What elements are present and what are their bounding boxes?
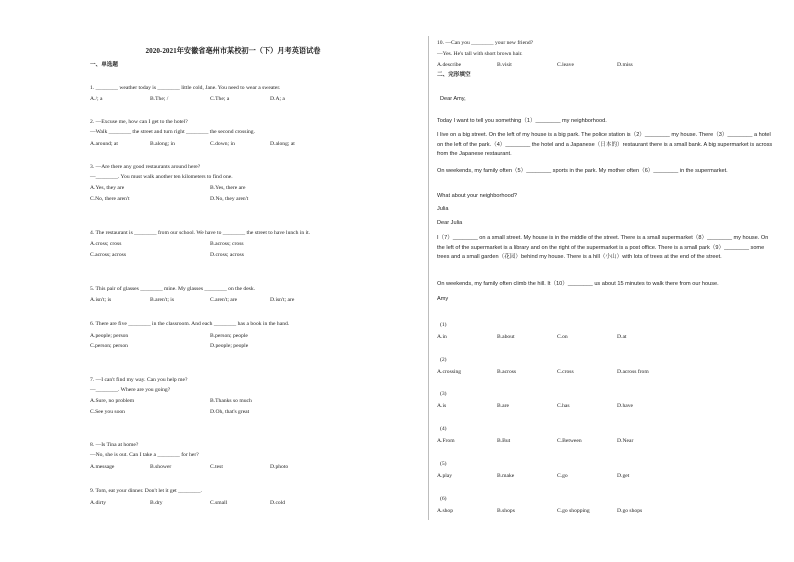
option-b[interactable]: B.But <box>497 438 511 444</box>
option-c[interactable]: C.No, there aren't <box>90 196 130 202</box>
cloze-number: (6) <box>440 496 447 502</box>
option-a[interactable]: A.dirty <box>90 500 107 506</box>
option-d[interactable]: D.miss <box>617 62 633 68</box>
option-b[interactable]: B.Thanks so much <box>210 398 252 404</box>
option-a[interactable]: A.crossing <box>437 369 462 375</box>
question-7-stem: 7. —I can't find my way. Can you help me? <box>90 377 188 383</box>
option-a[interactable]: A./; a <box>90 96 103 102</box>
option-a[interactable]: A.play <box>437 473 453 479</box>
question-7-stem-line2: —________. Where are you going? <box>90 387 171 393</box>
option-b[interactable]: B.about <box>497 334 515 340</box>
section-heading-cloze: 二、完形填空 <box>437 72 471 78</box>
option-a[interactable]: A.isn't; is <box>90 297 112 303</box>
passage-paragraph-4: What about your neighborhood? <box>437 193 517 199</box>
option-b[interactable]: B.make <box>497 473 515 479</box>
passage-paragraph-3: On weekends, my family often（5）________ sports in the park. My mother often（6）________ in the supermarket. <box>437 168 728 174</box>
question-2-stem-line2: —Walk ________ the street and turn right ________ the second crossing. <box>90 129 256 135</box>
option-b[interactable]: B.across; cross <box>210 241 244 247</box>
option-a[interactable]: A.message <box>90 464 115 470</box>
question-10-stem-line2: —Yes. He's tall with short brown hair. <box>437 51 523 57</box>
option-a[interactable]: A.in <box>437 334 447 340</box>
option-c[interactable]: C.leave <box>557 62 574 68</box>
option-b[interactable]: B.shops <box>497 508 515 514</box>
option-a[interactable]: A.shop <box>437 508 454 514</box>
option-d[interactable]: D.at <box>617 334 627 340</box>
cloze-number: (4) <box>440 426 447 432</box>
option-c[interactable]: C.test <box>210 464 223 470</box>
option-c[interactable]: C.cross <box>557 369 574 375</box>
option-b[interactable]: B.shower <box>150 464 172 470</box>
option-b[interactable]: B.are <box>497 403 509 409</box>
cloze-number: (1) <box>440 322 447 328</box>
option-c[interactable]: C.person; person <box>90 343 128 349</box>
option-d[interactable]: D.cross; across <box>210 252 244 258</box>
option-b[interactable]: B.Yes, there are <box>210 185 246 191</box>
question-2-stem: 2. —Excuse me, how can I get to the hotel? <box>90 119 188 125</box>
question-4-stem: 4. The restaurant is ________ from our school. We have to ________ the street to have lunch in it. <box>90 230 311 236</box>
option-b[interactable]: B.dry <box>150 500 163 506</box>
passage-paragraph-5: I（7）________ on a small street. My house is in the middle of the street. There is a small supermarket（8）________ my house. On the left of the supermarket is a library and on the right of the supermarket is a post office. There is a small park（9）________ some trees and a small garden（花园）behind my house. There is a hill（小山）with lots of trees at the end of the street. <box>437 235 769 260</box>
question-6-stem: 6. There are five ________ in the classroom. And each ________ has a book in the hand. <box>90 321 290 327</box>
option-a[interactable]: A.around; at <box>90 141 118 147</box>
passage-paragraph-2: I live on a big street. On the left of my house is a big park. The police station is（2）________ my house. There（3）________ a hotel on the left of the park.（4）________ the hotel and a Japanese（日本的）restaurant there is a small bank. A big supermarket is across from the Japanese restaurant. <box>437 132 773 157</box>
option-a[interactable]: A.Yes, they are <box>90 185 125 191</box>
question-9-stem: 9. Tom, eat your dinner. Don't let it get ________. <box>90 488 202 494</box>
option-c[interactable]: C.down; in <box>210 141 235 147</box>
section-heading-single-choice: 一、单选题 <box>90 62 118 68</box>
cloze-number: (3) <box>440 391 447 397</box>
option-d[interactable]: D.No, they aren't <box>210 196 249 202</box>
option-a[interactable]: A.From <box>437 438 455 444</box>
letter-salutation-2: Dear Julia <box>437 220 463 226</box>
question-1-stem: 1. ________ weather today is ________ little cold, Jane. You need to wear a sweater. <box>90 85 281 91</box>
letter-signature-amy: Amy <box>437 296 449 302</box>
option-c[interactable]: C.across; across <box>90 252 127 258</box>
option-c[interactable]: C.The; a <box>210 96 230 102</box>
cloze-number: (2) <box>440 357 447 363</box>
option-c[interactable]: C.Between <box>557 438 582 444</box>
option-b[interactable]: B.along; in <box>150 141 175 147</box>
option-a[interactable]: A.describe <box>437 62 462 68</box>
option-d[interactable]: D.photo <box>270 464 289 470</box>
cloze-number: (5) <box>440 461 447 467</box>
option-d[interactable]: D.along; at <box>270 141 295 147</box>
option-a[interactable]: A.people; person <box>90 333 129 339</box>
option-c[interactable]: C.See you soon <box>90 409 125 415</box>
option-c[interactable]: C.aren't; are <box>210 297 238 303</box>
option-a[interactable]: A.cross; cross <box>90 241 122 247</box>
option-b[interactable]: B.person; people <box>210 333 248 339</box>
option-b[interactable]: B.visit <box>497 62 512 68</box>
letter-signature-julia: Julia <box>437 206 449 212</box>
option-b[interactable]: B.across <box>497 369 517 375</box>
passage-paragraph-1: Today I want to tell you something（1）________ my neighborhood. <box>437 118 607 124</box>
option-c[interactable]: C.go <box>557 473 568 479</box>
option-d[interactable]: D.people; people <box>210 343 249 349</box>
letter-salutation: Dear Amy, <box>440 96 466 102</box>
option-b[interactable]: B.The; / <box>150 96 169 102</box>
passage-paragraph-6: On weekends, my family often climb the hill. It（10）________ us about 15 minutes to walk there from our house. <box>437 281 719 287</box>
option-d[interactable]: D.Near <box>617 438 634 444</box>
option-d[interactable]: D.get <box>617 473 630 479</box>
option-d[interactable]: D.have <box>617 403 633 409</box>
exam-title: 2020-2021年安徽省亳州市某校初一（下）月考英语试卷 <box>145 47 321 55</box>
option-d[interactable]: D.isn't; are <box>270 297 295 303</box>
option-a[interactable]: A.Sure, no problem <box>90 398 135 404</box>
option-d[interactable]: D.go shops <box>617 508 643 514</box>
option-a[interactable]: A.is <box>437 403 447 409</box>
question-8-stem: 8. —Is Tina at home? <box>90 442 139 448</box>
question-8-stem-line2: —No, she is out. Can I take a ________ for her? <box>90 452 199 458</box>
option-c[interactable]: C.small <box>210 500 228 506</box>
question-5-stem: 5. This pair of glasses ________ mine. My glasses ________ on the desk. <box>90 286 256 292</box>
column-divider <box>428 36 429 520</box>
option-c[interactable]: C.go shopping <box>557 508 590 514</box>
question-10-stem: 10. —Can you ________ your new friend? <box>437 40 534 46</box>
option-d[interactable]: D.across from <box>617 369 649 375</box>
question-3-stem-line2: —________. You must walk another ten kilometers to find one. <box>90 174 233 180</box>
option-d[interactable]: D.A; a <box>270 96 285 102</box>
option-d[interactable]: D.cold <box>270 500 286 506</box>
question-3-stem: 3. —Are there any good restaurants around here? <box>90 164 201 170</box>
option-d[interactable]: D.Oh, that's great <box>210 409 250 415</box>
option-c[interactable]: C.on <box>557 334 568 340</box>
option-c[interactable]: C.has <box>557 403 570 409</box>
option-b[interactable]: B.aren't; is <box>150 297 175 303</box>
